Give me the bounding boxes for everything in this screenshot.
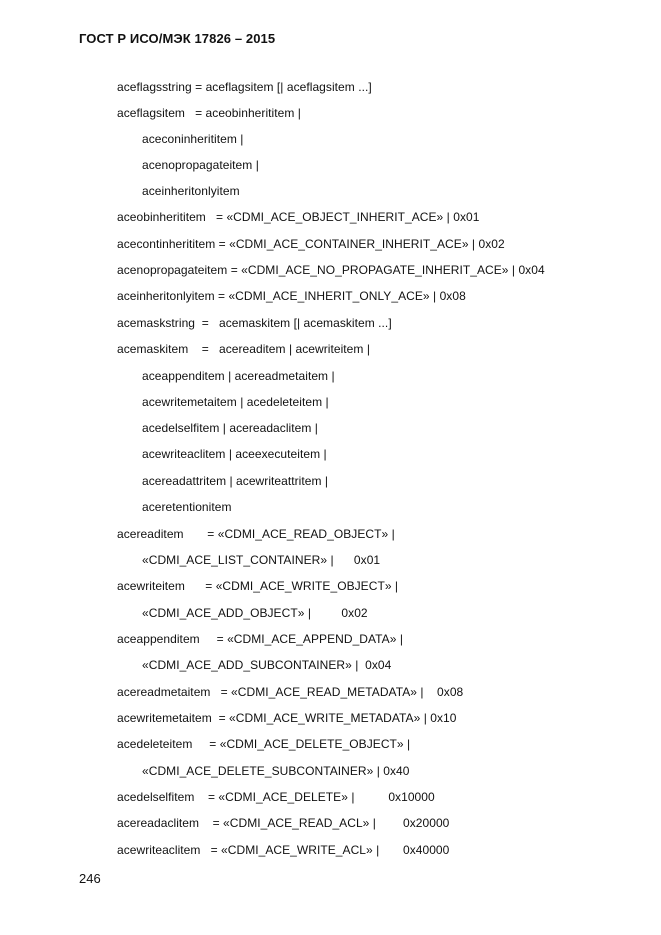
grammar-line: acedeleteitem = «CDMI_ACE_DELETE_OBJECT» | bbox=[117, 737, 411, 751]
grammar-line: aceobinherititem = «CDMI_ACE_OBJECT_INHERIT_ACE» | 0x01 bbox=[117, 210, 480, 224]
grammar-line: acewriteaclitem | aceexecuteitem | bbox=[142, 447, 327, 461]
page-number: 246 bbox=[79, 871, 101, 886]
grammar-line: aceinheritonlyitem = «CDMI_ACE_INHERIT_ONLY_ACE» | 0x08 bbox=[117, 289, 466, 303]
grammar-line: acewritemetaitem | acedeleteitem | bbox=[142, 395, 329, 409]
grammar-line: acemaskstring = acemaskitem [| acemaskitem ...] bbox=[117, 316, 392, 330]
grammar-line: «CDMI_ACE_ADD_OBJECT» | 0x02 bbox=[142, 606, 368, 620]
grammar-line: aceappenditem = «CDMI_ACE_APPEND_DATA» | bbox=[117, 632, 403, 646]
grammar-line: aceflagsitem = aceobinherititem | bbox=[117, 106, 301, 120]
grammar-line: acenopropagateitem = «CDMI_ACE_NO_PROPAGATE_INHERIT_ACE» | 0x04 bbox=[117, 263, 545, 277]
grammar-line: aceappenditem | acereadmetaitem | bbox=[142, 369, 335, 383]
grammar-line: acereadmetaitem = «CDMI_ACE_READ_METADATA» | 0x08 bbox=[117, 685, 464, 699]
grammar-line: aceflagsstring = aceflagsitem [| aceflagsitem ...] bbox=[117, 80, 372, 94]
grammar-line: acereadaclitem = «CDMI_ACE_READ_ACL» | 0x20000 bbox=[117, 816, 450, 830]
grammar-line: aceinheritonlyitem bbox=[142, 184, 240, 198]
grammar-line: «CDMI_ACE_DELETE_SUBCONTAINER» | 0x40 bbox=[142, 764, 410, 778]
grammar-line: acereaditem = «CDMI_ACE_READ_OBJECT» | bbox=[117, 527, 395, 541]
grammar-line: acemaskitem = acereaditem | acewriteitem | bbox=[117, 342, 371, 356]
grammar-line: acedelselfitem = «CDMI_ACE_DELETE» | 0x10000 bbox=[117, 790, 435, 804]
document-header: ГОСТ Р ИСО/МЭК 17826 – 2015 bbox=[79, 31, 276, 46]
grammar-line: acecontinherititem = «CDMI_ACE_CONTAINER_INHERIT_ACE» | 0x02 bbox=[117, 237, 505, 251]
grammar-line: acedelselfitem | acereadaclitem | bbox=[142, 421, 318, 435]
grammar-line: aceconinherititem | bbox=[142, 132, 244, 146]
grammar-line: acenopropagateitem | bbox=[142, 158, 259, 172]
grammar-line: «CDMI_ACE_ADD_SUBCONTAINER» | 0x04 bbox=[142, 658, 392, 672]
grammar-line: acewriteitem = «CDMI_ACE_WRITE_OBJECT» | bbox=[117, 579, 399, 593]
grammar-line: acewritemetaitem = «CDMI_ACE_WRITE_METADATA» | 0x10 bbox=[117, 711, 457, 725]
grammar-line: acewriteaclitem = «CDMI_ACE_WRITE_ACL» | 0x40000 bbox=[117, 843, 450, 857]
grammar-line: «CDMI_ACE_LIST_CONTAINER» | 0x01 bbox=[142, 553, 381, 567]
grammar-line: aceretentionitem bbox=[142, 500, 232, 514]
grammar-line: acereadattritem | acewriteattritem | bbox=[142, 474, 329, 488]
